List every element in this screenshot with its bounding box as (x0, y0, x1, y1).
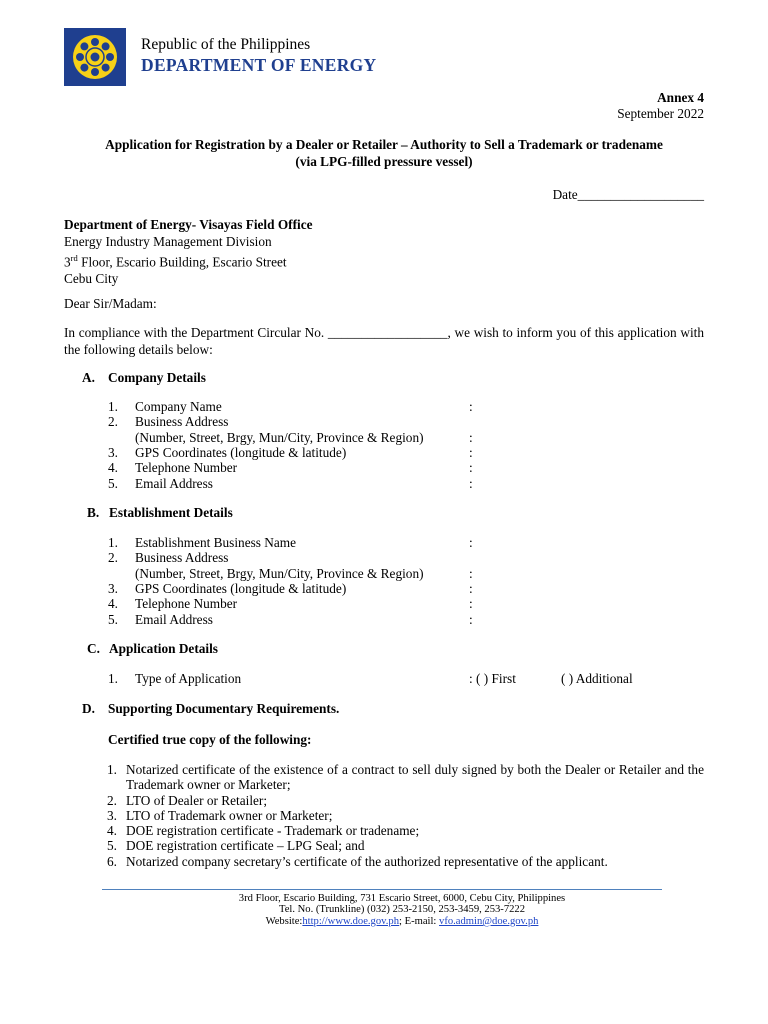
detail-number: 4. (108, 460, 118, 476)
country-name: Republic of the Philippines (141, 36, 311, 53)
detail-label: GPS Coordinates (longitude & latitude) (135, 580, 347, 596)
detail-number: 5. (108, 475, 118, 491)
email-link[interactable]: vfo.admin@doe.gov.ph (439, 915, 539, 927)
requirement-item (107, 838, 704, 853)
detail-number: 3. (108, 580, 118, 596)
requirement-text: LTO of Dealer or Retailer; (126, 792, 268, 808)
detail-label: Telephone Number (135, 460, 238, 476)
detail-label: GPS Coordinates (longitude & latitude) (135, 444, 347, 460)
website-link[interactable]: http://www.doe.gov.ph (302, 915, 399, 927)
requirement-item (107, 854, 704, 869)
annex-label: Annex 4 (657, 90, 704, 105)
detail-number: 3. (108, 444, 118, 460)
section-a-heading: A. Company Details (82, 370, 206, 385)
detail-value-field[interactable]: : (469, 460, 473, 476)
detail-value-field[interactable]: : (469, 596, 473, 612)
detail-number: 5. (108, 611, 118, 627)
requirement-item (107, 823, 704, 838)
footer (102, 893, 702, 927)
detail-value-field[interactable]: : (469, 580, 473, 596)
detail-label: Telephone Number (135, 596, 238, 612)
requirement-text: LTO of Trademark owner or Marketer; (126, 807, 333, 823)
requirement-text: Notarized certificate of the existence of a contract to sell duly signed by both the Dealer or Retailer and the Trademark owner or Marketer; (126, 762, 704, 793)
detail-value-field[interactable]: : (469, 475, 473, 491)
requirements-list (107, 762, 704, 869)
detail-label: Company Name (135, 399, 222, 414)
detail-number: 2. (108, 550, 118, 566)
requirement-text: Notarized company secretary’s certificate of the authorized representative of the applicant. (126, 853, 608, 869)
requirement-text: DOE registration certificate – LPG Seal; and (126, 838, 365, 854)
requirement-number: 6. (107, 853, 117, 869)
section-d-subtitle: Certified true copy of the following: (108, 732, 312, 747)
date-field[interactable]: Date___________________ (552, 187, 704, 202)
salutation: Dear Sir/Madam: (64, 296, 157, 311)
addressee-city: Cebu City (64, 271, 119, 287)
detail-value-field[interactable]: : (469, 444, 473, 460)
option-additional[interactable]: ( ) Additional (561, 671, 633, 686)
annex-date: September 2022 (617, 106, 704, 121)
section-d-heading: D. Supporting Documentary Requirements. (82, 701, 340, 716)
intro-paragraph: In compliance with the Department Circular No. __________________, we wish to inform you of this application with the following details below: (64, 325, 704, 357)
requirement-item (107, 762, 704, 793)
addressee-division: Energy Industry Management Division (64, 234, 272, 249)
detail-number: 4. (108, 596, 118, 612)
detail-value-field[interactable]: : (469, 399, 473, 414)
detail-label: Email Address (135, 611, 213, 627)
requirement-text: DOE registration certificate - Trademark or tradename; (126, 823, 420, 839)
footer-address: 3rd Floor, Escario Building, 731 Escario Street, 6000, Cebu City, Philippines (238, 893, 566, 904)
addressee-block (64, 216, 313, 287)
detail-number: 1. (108, 399, 118, 414)
department-name: DEPARTMENT OF ENERGY (141, 55, 377, 75)
requirement-item (107, 808, 704, 823)
footer-divider (102, 889, 662, 890)
detail-number: 1. (108, 535, 118, 550)
document-title (64, 136, 704, 170)
detail-label: Business Address (135, 550, 229, 566)
detail-value-field[interactable]: : (469, 611, 473, 627)
detail-value-field[interactable]: : (469, 429, 473, 445)
option-first[interactable]: : ( ) First (469, 671, 516, 686)
section-c-heading: C. Application Details (87, 641, 218, 656)
requirement-number: 3. (107, 807, 117, 823)
title-line-2: (via LPG-filled pressure vessel) (295, 154, 473, 169)
detail-value-field[interactable]: : (469, 565, 473, 581)
detail-label: Email Address (135, 475, 213, 491)
detail-label: Business Address (135, 414, 229, 430)
addressee-office: Department of Energy- Visayas Field Office (64, 217, 313, 232)
requirement-item (107, 793, 704, 808)
footer-contact: Website:http://www.doe.gov.ph; E-mail: vfo.admin@doe.gov.ph (265, 915, 539, 927)
footer-tel: Tel. No. (Trunkline) (032) 253-2150, 253-3459, 253-7222 (278, 904, 526, 916)
detail-label: (Number, Street, Brgy, Mun/City, Province & Region) (135, 429, 424, 445)
detail-label: (Number, Street, Brgy, Mun/City, Province & Region) (135, 565, 424, 581)
detail-label: Establishment Business Name (135, 535, 297, 550)
title-line-1: Application for Registration by a Dealer or Retailer – Authority to Sell a Trademark or tradename (105, 137, 663, 152)
detail-value-field[interactable]: : (469, 535, 473, 550)
requirement-number: 5. (107, 838, 117, 854)
section-b-heading: B. Establishment Details (87, 505, 233, 520)
addressee-street: 3rd Floor, Escario Building, Escario Street (64, 253, 287, 270)
requirement-number: 2. (107, 792, 117, 808)
requirement-number: 4. (107, 823, 117, 839)
doe-seal-logo (64, 28, 126, 86)
detail-number: 2. (108, 414, 118, 430)
requirement-number: 1. (107, 762, 117, 777)
